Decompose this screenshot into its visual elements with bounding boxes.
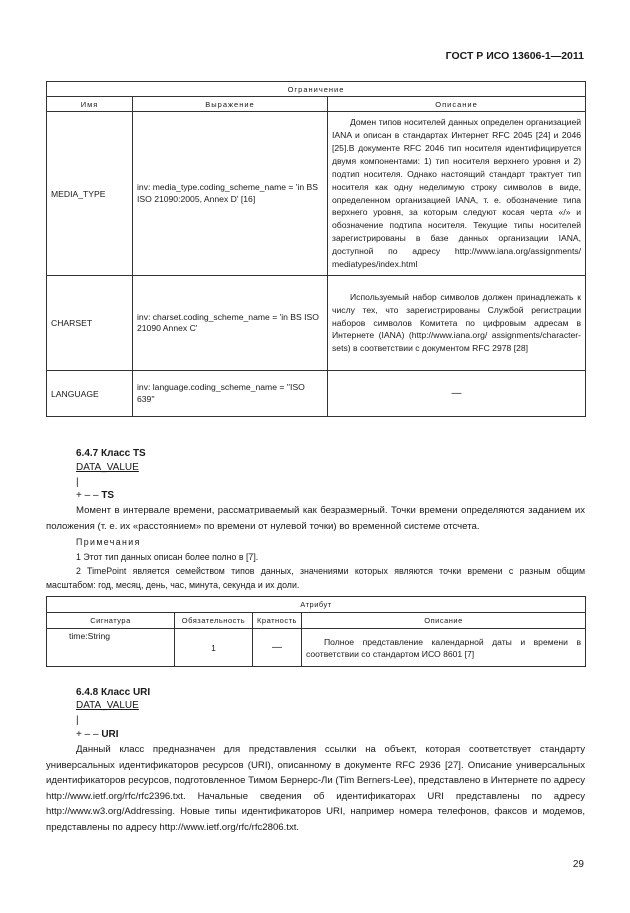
constraint-description: Домен типов носителей данных определен организацией IANA и описан в стандартах Интернет RFC 2045 [24] и 2046 [25].В документе RFC 2046 тип носителя идентифицируется двумя компонентами: 1) тип носителя верхнего уровня и 2) подтип носителя. Однако настоящий стандарт трактует тип носителя как одну неделимую строку символов в виде, определенном организацией IANA, т. е. обозначение типа верхнего уровня, за которым следуют косая черта «/» и обозначение подтипа носителя. Текущие типы носителей зарегистрированы в базе данных организации IANA, доступной по адресу http://www.iana.org/assignments/ mediatypes/index.html	[328, 112, 586, 276]
column-header: Описание	[328, 97, 586, 112]
attribute-mandatory: 1	[175, 629, 253, 667]
inheritance-line	[76, 729, 119, 740]
attribute-multiplicity: —	[253, 629, 302, 667]
inheritance-prefix: + – –	[76, 490, 102, 501]
inheritance-bar: |	[76, 715, 79, 726]
constraint-expression: inv: charset.coding_scheme_name = 'in BS ISO 21090 Annex C'	[133, 276, 328, 371]
attribute-signature: time:String	[47, 629, 175, 667]
constraint-description: Используемый набор символов должен принадлежать к числу тех, что зарегистрированы Службой регистрации наборов символов Комитета по цифровым адресам в Интернете (IANA) (http://www.iana.org/ assignments/character-sets) в соответствии с документом RFC 2978 [28]	[328, 276, 586, 371]
note-2: 2 TimePoint является семейством типов данных, значениями которых являются точки времени с разным общим масштабом: год, месяц, день, час, минута, секунда и их доли.	[46, 566, 585, 590]
constraint-name: MEDIA_TYPE	[47, 112, 133, 276]
document-code: ГОСТ Р ИСО 13606-1—2011	[445, 50, 584, 62]
section-heading-uri: 6.4.8 Класс URI	[76, 687, 151, 698]
class-name: TS	[101, 490, 115, 501]
parent-class: DATA_VALUE	[76, 462, 139, 473]
constraint-description: —	[328, 371, 586, 417]
column-header: Описание	[302, 613, 586, 629]
column-header: Выражение	[133, 97, 328, 112]
constraint-name: CHARSET	[47, 276, 133, 371]
table-row	[47, 629, 586, 667]
inheritance-bar: |	[76, 477, 79, 488]
class-name: URI	[101, 729, 119, 740]
column-header: Обязательность	[175, 613, 253, 629]
notes-title: Примечания	[76, 537, 141, 547]
section-text: Момент в интервале времени, рассматриваемый как безразмерный. Точки времени определяются заданием их положения (т. е. их «расстоянием» по времени от нулевой точки) во временной системе отсчета.	[46, 505, 585, 532]
table-group-header: Ограничение	[47, 82, 586, 97]
constraint-name: LANGUAGE	[47, 371, 133, 417]
parent-class: DATA_VALUE	[76, 700, 139, 711]
section-heading-ts: 6.4.7 Класс TS	[76, 448, 146, 459]
table-row	[47, 276, 586, 371]
section-text: Данный класс предназначен для представления ссылки на объект, которая соответствует стандарту универсальных идентификаторов ресурсов (URI), описанному в документе RFC 2936 [27]. Описание универсальных идентификаторов ресурсов, подготовленное Тимом Бернерс-Ли (Tim Berners-Lee), представлено в Интернете по адресу http://www.ietf.org/rfc/rfc2396.txt. Начальные сведения об идентификаторах URI представлены по адресу http://www.w3.org/Addressing. Новые типы идентификаторов URI, например номера телефонов, факсов и модемов, представлены по адресу http://www.ietf.org/rfc/rfc2806.txt.	[46, 744, 585, 833]
inheritance-line	[76, 490, 114, 501]
table-row	[47, 371, 586, 417]
constraint-table	[46, 81, 586, 417]
table-row	[47, 112, 586, 276]
column-header: Кратность	[253, 613, 302, 629]
inheritance-prefix: + – –	[76, 729, 102, 740]
constraint-expression: inv: media_type.coding_scheme_name = 'in BS ISO 21090:2005, Annex D' [16]	[133, 112, 328, 276]
column-header: Сигнатура	[47, 613, 175, 629]
note-1: 1 Этот тип данных описан более полно в [7].	[76, 552, 259, 562]
table-group-header: Атрибут	[47, 597, 586, 613]
page-number: 29	[572, 859, 584, 870]
constraint-expression: inv: language.coding_scheme_name = ''ISO 639''	[133, 371, 328, 417]
attribute-description: Полное представление календарной даты и времени в соответствии со стандартом ИСО 8601 [7]	[302, 629, 586, 667]
column-header: Имя	[47, 97, 133, 112]
attribute-table	[46, 596, 586, 667]
